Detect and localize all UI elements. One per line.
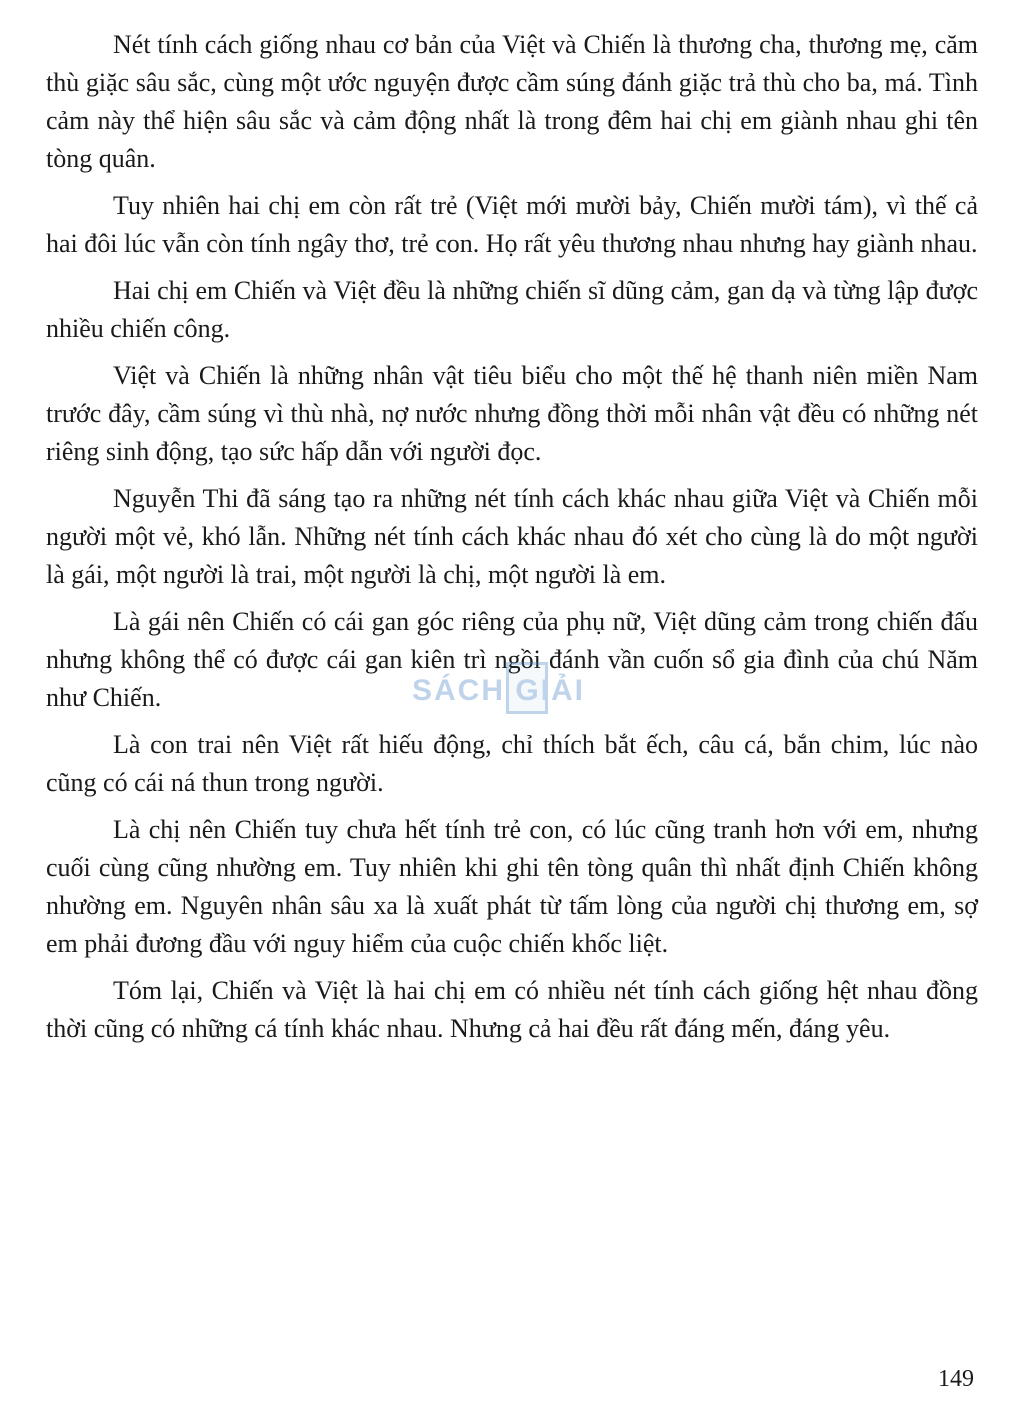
paragraph-9: Tóm lại, Chiến và Việt là hai chị em có nhiều nét tính cách giống hệt nhau đồng thời cũng có những cá tính khác nhau. Nhưng cả hai đều rất đáng mến, đáng yêu. — [46, 976, 978, 1043]
paragraph-1: Nét tính cách giống nhau cơ bản của Việt và Chiến là thương cha, thương mẹ, căm thù giặc sâu sắc, cùng một ước nguyện được cầm súng đánh giặc trả thù cho ba, má. Tình cảm này thể hiện sâu sắc và cảm động nhất là trong đêm hai chị em giành nhau ghi tên tòng quân. — [46, 30, 978, 173]
paragraph-3: Hai chị em Chiến và Việt đều là những chiến sĩ dũng cảm, gan dạ và từng lập được nhiều chiến công. — [46, 276, 978, 343]
page-body — [46, 26, 978, 1057]
paragraph-7: Là con trai nên Việt rất hiếu động, chỉ thích bắt ếch, câu cá, bắn chim, lúc nào cũng có cái ná thun trong người. — [46, 730, 978, 797]
page-number: 149 — [938, 1366, 974, 1392]
paragraph-6: Là gái nên Chiến có cái gan góc riêng của phụ nữ, Việt dũng cảm trong chiến đấu nhưng không thể có được cái gan kiên trì ngồi đánh vần cuốn sổ gia đình của chú Năm như Chiến. — [46, 607, 978, 712]
paragraph-8: Là chị nên Chiến tuy chưa hết tính trẻ con, có lúc cũng tranh hơn với em, nhưng cuối cùng cũng nhường em. Tuy nhiên khi ghi tên tòng quân thì nhất định Chiến không nhường em. Nguyên nhân sâu xa là xuất phát từ tấm lòng của người chị thương em, sợ em phải đương đầu với nguy hiểm của cuộc chiến khốc liệt. — [46, 815, 978, 958]
paragraph-4: Việt và Chiến là những nhân vật tiêu biểu cho một thế hệ thanh niên miền Nam trước đây, cầm súng vì thù nhà, nợ nước nhưng đồng thời mỗi nhân vật đều có những nét riêng sinh động, tạo sức hấp dẫn với người đọc. — [46, 361, 978, 466]
paragraph-2: Tuy nhiên hai chị em còn rất trẻ (Việt mới mười bảy, Chiến mười tám), vì thế cả hai đôi lúc vẫn còn tính ngây thơ, trẻ con. Họ rất yêu thương nhau nhưng hay giành nhau. — [46, 191, 978, 258]
paragraph-5: Nguyễn Thi đã sáng tạo ra những nét tính cách khác nhau giữa Việt và Chiến mỗi người một vẻ, khó lẫn. Những nét tính cách khác nhau đó xét cho cùng là do một người là gái, một người là trai, một người là chị, một người là em. — [46, 484, 978, 589]
watermark-text: SÁCH GIẢI — [412, 674, 586, 707]
